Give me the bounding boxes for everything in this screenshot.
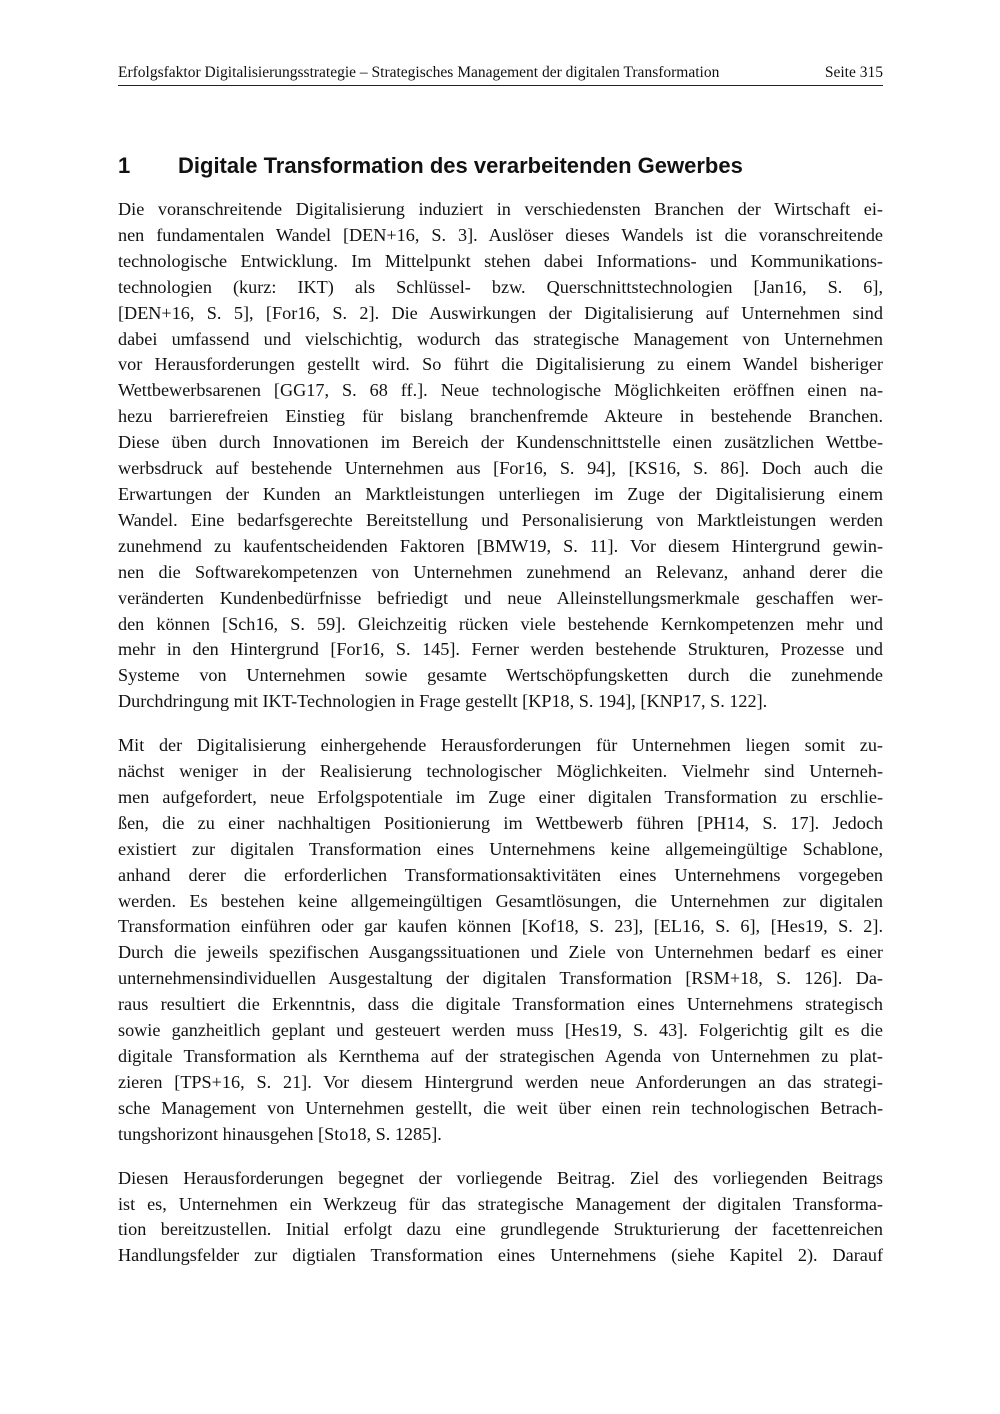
text-line: nächst weniger in der Realisierung technologischer Möglichkeiten. Vielmehr sind Unterneh- bbox=[118, 761, 883, 782]
text-line: Handlungsfelder zur digtialen Transformation eines Unternehmens (siehe Kapitel 2). Darauf bbox=[118, 1245, 883, 1266]
page-number: Seite 315 bbox=[824, 64, 883, 81]
text-line: nen fundamentalen Wandel [DEN+16, S. 3]. Auslöser dieses Wandels ist die voranschreitende bbox=[118, 224, 883, 245]
text-line: unternehmensindividuellen Ausgestaltung der digitalen Transformation [RSM+18, S. 126]. Da- bbox=[118, 968, 883, 989]
text-line: technologische Entwicklung. Im Mittelpunkt stehen dabei Informations- und Kommunikations- bbox=[118, 250, 883, 271]
text-line: veränderten Kundenbedürfnisse befriedigt und neue Alleinstellungsmerkmale geschaffen wer- bbox=[118, 587, 883, 608]
text-line: [DEN+16, S. 5], [For16, S. 2]. Die Auswirkungen der Digitalisierung auf Unternehmen sind bbox=[118, 302, 883, 323]
text-line: zunehmend zu kaufentscheidenden Faktoren [BMW19, S. 11]. Vor diesem Hintergrund gewin- bbox=[118, 535, 883, 556]
paragraph bbox=[118, 1166, 883, 1270]
section-heading bbox=[118, 153, 883, 179]
text-line: anhand derer die erforderlichen Transformationsaktivitäten eines Unternehmens vorgegeben bbox=[118, 864, 883, 885]
text-line: Diese üben durch Innovationen im Bereich der Kundenschnittstelle einen zusätzlichen Wettbe- bbox=[118, 432, 883, 453]
text-line: ist es, Unternehmen ein Werkzeug für das strategische Management der digitalen Transforma- bbox=[118, 1193, 883, 1214]
text-line: tungshorizont hinausgehen [Sto18, S. 1285]. bbox=[118, 1123, 442, 1144]
section-number: 1 bbox=[118, 153, 131, 178]
text-line: Durchdringung mit IKT-Technologien in Frage gestellt [KP18, S. 194], [KNP17, S. 122]. bbox=[118, 691, 768, 712]
header-title: Erfolgsfaktor Digitalisierungsstrategie – Strategisches Management der digitalen Transformation bbox=[118, 64, 720, 81]
text-line: mehr in den Hintergrund [For16, S. 145]. Ferner werden bestehende Strukturen, Prozesse und bbox=[118, 639, 883, 660]
text-line: werden. Es bestehen keine allgemeingültigen Gesamtlösungen, die Unternehmen zur digitalen bbox=[118, 890, 883, 911]
text-line: sowie ganzheitlich geplant und gesteuert werden muss [Hes19, S. 43]. Folgerichtig gilt es die bbox=[118, 1020, 883, 1041]
paragraph bbox=[118, 733, 883, 1148]
text-line: Systeme von Unternehmen sowie gesamte Wertschöpfungsketten durch die zunehmende bbox=[118, 665, 883, 686]
text-line: digitale Transformation als Kernthema auf der strategischen Agenda von Unternehmen zu plat- bbox=[118, 1046, 883, 1066]
text-line: Die voranschreitende Digitalisierung induziert in verschiedensten Branchen der Wirtschaft ei- bbox=[118, 199, 883, 219]
section-title: Digitale Transformation des verarbeitenden Gewerbes bbox=[178, 153, 743, 178]
text-line: hezu barrierefreien Einstieg für bislang branchenfremde Akteure in bestehende Branchen. bbox=[118, 406, 883, 427]
text-line: nen die Softwarekompetenzen von Unternehmen zunehmend an Relevanz, anhand derer die bbox=[118, 561, 883, 582]
text-line: sche Management von Unternehmen gestellt, die weit über einen rein technologischen Betrach- bbox=[118, 1097, 883, 1118]
text-line: existiert zur digitalen Transformation eines Unternehmens keine allgemeingültige Schablone, bbox=[118, 838, 883, 859]
text-line: werbsdruck auf bestehende Unternehmen aus [For16, S. 94], [KS16, S. 86]. Doch auch die bbox=[118, 458, 883, 479]
text-line: Durch die jeweils spezifischen Ausgangssituationen und Ziele von Unternehmen bedarf es einer bbox=[118, 942, 883, 963]
paragraph bbox=[118, 197, 883, 715]
text-line: Wandel. Eine bedarfsgerechte Bereitstellung und Personalisierung von Marktleistungen werden bbox=[118, 509, 883, 530]
text-line: ßen, die zu einer nachhaltigen Positionierung im Wettbewerb führen [PH14, S. 17]. Jedoch bbox=[118, 812, 883, 833]
text-line: tion bereitzustellen. Initial erfolgt dazu eine grundlegende Strukturierung der facettenreichen bbox=[118, 1219, 883, 1240]
text-line: dabei umfassend und vielschichtig, wodurch das strategische Management von Unternehmen bbox=[118, 328, 883, 349]
text-line: Wettbewerbsarenen [GG17, S. 68 ff.]. Neue technologische Möglichkeiten eröffnen einen na- bbox=[118, 380, 883, 401]
text-line: men aufgefordert, neue Erfolgspotentiale im Zuge einer digitalen Transformation zu erschlie- bbox=[118, 786, 883, 807]
running-header bbox=[118, 64, 883, 86]
text-line: Diesen Herausforderungen begegnet der vorliegende Beitrag. Ziel des vorliegenden Beitrags bbox=[118, 1167, 883, 1188]
text-line: den können [Sch16, S. 59]. Gleichzeitig rücken viele bestehende Kernkompetenzen mehr und bbox=[118, 613, 883, 634]
text-line: Erwartungen der Kunden an Marktleistungen unterliegen im Zuge der Digitalisierung einem bbox=[118, 483, 883, 504]
text-line: Mit der Digitalisierung einhergehende Herausforderungen für Unternehmen liegen somit zu- bbox=[118, 735, 883, 756]
text-line: Transformation einführen oder gar kaufen können [Kof18, S. 23], [EL16, S. 6], [Hes19, S. 2]. bbox=[118, 916, 883, 937]
body-text bbox=[118, 197, 883, 1287]
text-line: technologien (kurz: IKT) als Schlüssel- bzw. Querschnittstechnologien [Jan16, S. 6], bbox=[118, 276, 883, 297]
text-line: vor Herausforderungen gestellt wird. So führt die Digitalisierung zu einem Wandel bisheriger bbox=[118, 354, 883, 375]
text-line: raus resultiert die Erkenntnis, dass die digitale Transformation eines Unternehmens strategisch bbox=[118, 994, 883, 1015]
text-line: zieren [TPS+16, S. 21]. Vor diesem Hintergrund werden neue Anforderungen an das strategi- bbox=[118, 1071, 883, 1092]
